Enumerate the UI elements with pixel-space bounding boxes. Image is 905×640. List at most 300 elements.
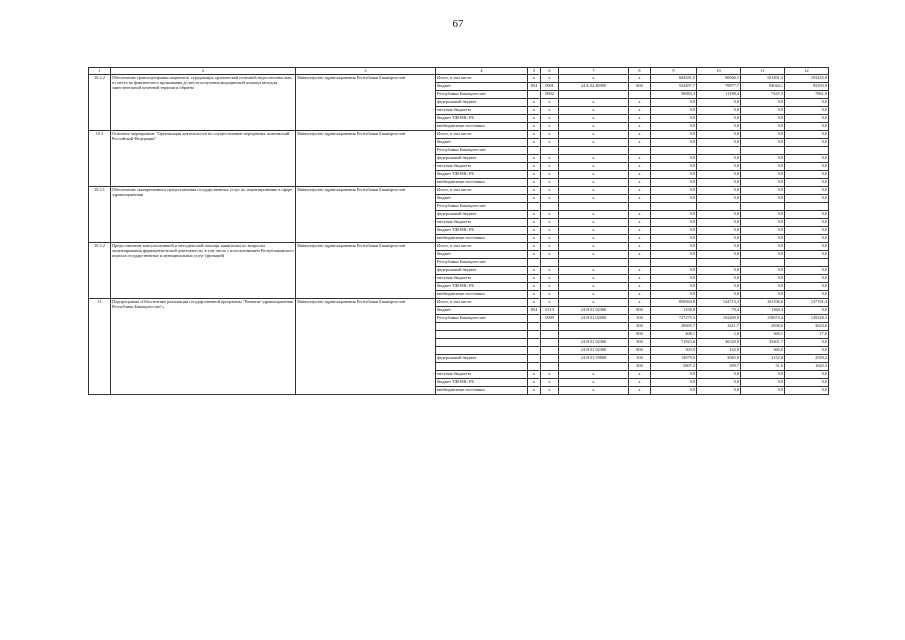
funding-source-cell: бюджет ТФОМС РБ <box>436 115 528 123</box>
code-gr-cell <box>528 363 541 371</box>
code-gr-cell: x <box>528 107 541 115</box>
code-rz-cell <box>541 323 559 331</box>
code-gr-cell: x <box>528 163 541 171</box>
column-number-row <box>89 68 829 75</box>
amount-year1-cell: 0,0 <box>697 219 741 227</box>
funding-source-cell: Итого, в том числе: <box>436 243 528 251</box>
code-gr-cell: 854 <box>528 307 541 315</box>
code-csr-cell: x <box>559 131 629 139</box>
code-rz-cell <box>541 331 559 339</box>
code-gr-cell <box>528 323 541 331</box>
code-rz-cell: x <box>541 283 559 291</box>
code-rz-cell <box>541 203 559 211</box>
amount-total-cell: 0,0 <box>651 123 697 131</box>
amount-year1-cell: 0,0 <box>697 379 741 387</box>
code-vr-cell: x <box>629 267 651 275</box>
amount-year1-cell: 143,9 <box>697 347 741 355</box>
item-name-cell: Предоставление консультативной и методической помощи заявителям по вопросам лицензирования фармацевтической деятельности, в том числе с использованием Республиканского портала государственных и муниципальных услуг (функций) <box>111 243 296 299</box>
code-gr-cell <box>528 347 541 355</box>
amount-year1-cell: 0,0 <box>697 371 741 379</box>
code-vr-cell: 300 <box>629 339 651 347</box>
code-gr-cell: x <box>528 187 541 195</box>
code-csr-cell: x <box>559 187 629 195</box>
amount-total-cell: 0,0 <box>651 275 697 283</box>
funding-source-cell: федеральный бюджет <box>436 99 528 107</box>
amount-year2-cell: 94044,1 <box>741 83 785 91</box>
amount-total-cell: 0,0 <box>651 171 697 179</box>
code-gr-cell: x <box>528 235 541 243</box>
amount-year2-cell: 369,1 <box>741 331 785 339</box>
code-csr-cell <box>559 91 629 99</box>
code-csr-cell: x <box>559 211 629 219</box>
amount-year2-cell: 2152,8 <box>741 355 785 363</box>
item-number-cell: 11 <box>89 299 111 395</box>
code-rz-cell <box>541 339 559 347</box>
amount-year1-cell: 0,0 <box>697 171 741 179</box>
amount-year1-cell: 0,0 <box>697 275 741 283</box>
amount-total-cell: 0,0 <box>651 131 697 139</box>
amount-year2-cell <box>741 203 785 211</box>
code-csr-cell: x <box>559 179 629 187</box>
amount-year1-cell: 0,0 <box>697 155 741 163</box>
code-csr-cell <box>559 331 629 339</box>
code-rz-cell: x <box>541 163 559 171</box>
funding-source-cell <box>436 363 528 371</box>
funding-source-cell: федеральный бюджет <box>436 211 528 219</box>
item-name-cell: Основное мероприятие "Организация деятельности по осуществлению переданных полномочий Российской Федерации" <box>111 131 296 187</box>
code-csr-cell: 24 Я 01.59800 <box>559 355 629 363</box>
amount-total-cell: 604581,0 <box>651 75 697 83</box>
amount-year3-cell: 2559,2 <box>785 355 829 363</box>
code-vr-cell: x <box>629 251 651 259</box>
page-number: 67 <box>452 18 464 30</box>
amount-year2-cell: 2838,6 <box>741 323 785 331</box>
amount-year1-cell: 0,0 <box>697 227 741 235</box>
amount-year1-cell: 90066,1 <box>697 75 741 83</box>
funding-source-cell <box>436 323 528 331</box>
amount-year3-cell: 3623,6 <box>785 323 829 331</box>
amount-year1-cell: 2,0 <box>697 331 741 339</box>
code-vr-cell: x <box>629 379 651 387</box>
amount-year3-cell: 0,0 <box>785 131 829 139</box>
amount-year3-cell: 103255,8 <box>785 75 829 83</box>
amount-year2-cell: 0,0 <box>741 275 785 283</box>
code-vr-cell: x <box>629 219 651 227</box>
amount-total-cell: 0,0 <box>651 243 697 251</box>
amount-year2-cell: 0,0 <box>741 195 785 203</box>
amount-year3-cell: 0,0 <box>785 339 829 347</box>
amount-year1-cell: 0,0 <box>697 163 741 171</box>
amount-year3-cell: 95393,9 <box>785 83 829 91</box>
code-csr-cell: x <box>559 243 629 251</box>
amount-year1-cell: 11188,4 <box>697 91 741 99</box>
code-csr-cell: x <box>559 235 629 243</box>
code-gr-cell: x <box>528 219 541 227</box>
code-vr-cell: x <box>629 179 651 187</box>
code-csr-cell <box>559 363 629 371</box>
amount-year3-cell: 17,0 <box>785 331 829 339</box>
column-number: 7 <box>559 68 629 75</box>
funding-source-cell: местные бюджеты <box>436 219 528 227</box>
amount-total-cell: 0,0 <box>651 235 697 243</box>
amount-year2-cell: 0,0 <box>741 187 785 195</box>
amount-year3-cell: 0,0 <box>785 235 829 243</box>
code-csr-cell: x <box>559 283 629 291</box>
amount-year2-cell: 0,0 <box>741 179 785 187</box>
amount-year1-cell: 0,0 <box>697 251 741 259</box>
code-csr-cell: x <box>559 267 629 275</box>
amount-year3-cell: 0,0 <box>785 227 829 235</box>
amount-total-cell: 0,0 <box>651 163 697 171</box>
code-vr-cell <box>629 259 651 267</box>
funding-source-cell: бюджет ТФОМС РБ <box>436 227 528 235</box>
code-gr-cell: x <box>528 371 541 379</box>
amount-year2-cell: 0,0 <box>741 387 785 395</box>
code-gr-cell <box>528 339 541 347</box>
amount-year2-cell: 161106,6 <box>741 299 785 307</box>
amount-year3-cell: 0,0 <box>785 387 829 395</box>
funding-source-cell: внебюджетные источники <box>436 387 528 395</box>
code-rz-cell: x <box>541 155 559 163</box>
code-rz-cell: x <box>541 371 559 379</box>
code-csr-cell: x <box>559 163 629 171</box>
amount-year2-cell: 7447,3 <box>741 91 785 99</box>
code-csr-cell: x <box>559 251 629 259</box>
code-vr-cell: x <box>629 387 651 395</box>
column-number: 11 <box>741 68 785 75</box>
code-rz-cell: x <box>541 107 559 115</box>
amount-year2-cell: 360,0 <box>741 347 785 355</box>
code-rz-cell: x <box>541 243 559 251</box>
amount-year1-cell: 0,0 <box>697 235 741 243</box>
amount-year2-cell: 0,0 <box>741 115 785 123</box>
amount-year3-cell: 0,0 <box>785 251 829 259</box>
amount-year2-cell: 0,0 <box>741 171 785 179</box>
amount-year3-cell: 7861,9 <box>785 91 829 99</box>
code-vr-cell: x <box>629 75 651 83</box>
code-vr-cell: x <box>629 171 651 179</box>
amount-year2-cell: 0,0 <box>741 379 785 387</box>
amount-year2-cell: 0,0 <box>741 155 785 163</box>
code-gr-cell: x <box>528 275 541 283</box>
funding-source-cell <box>436 331 528 339</box>
code-gr-cell: x <box>528 75 541 83</box>
amount-total-cell: 71923,6 <box>651 339 697 347</box>
code-vr-cell: 200 <box>629 323 651 331</box>
code-vr-cell: x <box>629 299 651 307</box>
amount-year3-cell: 0,0 <box>785 243 829 251</box>
amount-year3-cell: 0,0 <box>785 291 829 299</box>
amount-year3-cell: 0,0 <box>785 163 829 171</box>
amount-total-cell: 0,0 <box>651 139 697 147</box>
amount-year1-cell: 0,0 <box>697 291 741 299</box>
amount-total-cell: 0,0 <box>651 283 697 291</box>
amount-total-cell: 0,0 <box>651 179 697 187</box>
code-rz-cell: x <box>541 139 559 147</box>
code-csr-cell: x <box>559 115 629 123</box>
code-gr-cell <box>528 331 541 339</box>
amount-total-cell <box>651 259 697 267</box>
code-gr-cell: x <box>528 211 541 219</box>
amount-year1-cell: 144713,3 <box>697 299 741 307</box>
amount-year1-cell: 0,0 <box>697 107 741 115</box>
code-rz-cell: 0902 <box>541 91 559 99</box>
amount-year2-cell: 35401,7 <box>741 339 785 347</box>
amount-year1-cell: 78877,7 <box>697 83 741 91</box>
amount-year2-cell: 1360,4 <box>741 307 785 315</box>
amount-total-cell: 0,0 <box>651 267 697 275</box>
amount-total-cell: 0,0 <box>651 219 697 227</box>
code-vr-cell: x <box>629 275 651 283</box>
funding-source-cell: Республики Башкортостан <box>436 315 528 323</box>
funding-source-cell: бюджет <box>436 83 528 91</box>
amount-year3-cell: 0,0 <box>785 99 829 107</box>
amount-year3-cell: 0,0 <box>785 195 829 203</box>
executor-cell: Министерство здравоохранения Республики Башкортостан <box>296 243 436 299</box>
amount-year2-cell: 0,0 <box>741 243 785 251</box>
code-vr-cell: 800 <box>629 331 651 339</box>
code-vr-cell: x <box>629 283 651 291</box>
code-vr-cell: x <box>629 211 651 219</box>
amount-total-cell: 0,0 <box>651 99 697 107</box>
amount-year3-cell: 137191,4 <box>785 299 829 307</box>
code-csr-cell: 24 Я 01.02000 <box>559 315 629 323</box>
amount-year1-cell: 0,0 <box>697 387 741 395</box>
item-number-cell: 10.3 <box>89 131 111 187</box>
code-rz-cell <box>541 259 559 267</box>
code-csr-cell: x <box>559 123 629 131</box>
code-vr-cell: 800 <box>629 347 651 355</box>
amount-total-cell: 0,0 <box>651 227 697 235</box>
amount-year2-cell: 0,0 <box>741 123 785 131</box>
amount-year3-cell: 129328,3 <box>785 315 829 323</box>
funding-source-cell: Республики Башкортостан <box>436 259 528 267</box>
code-csr-cell: x <box>559 219 629 227</box>
amount-total-cell: 554497,7 <box>651 83 697 91</box>
funding-source-cell: местные бюджеты <box>436 275 528 283</box>
amount-total-cell: 50083,3 <box>651 91 697 99</box>
amount-year3-cell: 0,0 <box>785 123 829 131</box>
amount-year1-cell <box>697 147 741 155</box>
code-rz-cell: x <box>541 75 559 83</box>
code-rz-cell: x <box>541 227 559 235</box>
code-vr-cell: x <box>629 99 651 107</box>
code-rz-cell <box>541 363 559 371</box>
funding-source-cell: внебюджетные источники <box>436 235 528 243</box>
code-rz-cell: x <box>541 291 559 299</box>
amount-total-cell: 0,0 <box>651 371 697 379</box>
code-gr-cell: x <box>528 115 541 123</box>
amount-year2-cell: 0,0 <box>741 211 785 219</box>
funding-source-cell: внебюджетные источники <box>436 123 528 131</box>
amount-year1-cell: 0,0 <box>697 211 741 219</box>
amount-year1-cell: 3211,7 <box>697 323 741 331</box>
code-vr-cell: x <box>629 235 651 243</box>
item-name-cell: Обеспечение своевременного предоставления государственных услуг по лицензированию в сфере здравоохранения <box>111 187 296 243</box>
amount-year2-cell: 0,0 <box>741 371 785 379</box>
amount-year1-cell: 102269,9 <box>697 315 741 323</box>
funding-source-cell: местные бюджеты <box>436 163 528 171</box>
funding-source-cell: Итого, в том числе: <box>436 187 528 195</box>
amount-year2-cell: 0,0 <box>741 163 785 171</box>
column-number: 3 <box>296 68 436 75</box>
amount-year2-cell: 0,0 <box>741 235 785 243</box>
funding-source-cell: местные бюджеты <box>436 107 528 115</box>
code-vr-cell: x <box>629 115 651 123</box>
code-rz-cell: 0901 <box>541 83 559 91</box>
funding-source-cell: Итого, в том числе: <box>436 75 528 83</box>
table-row <box>89 187 829 195</box>
code-csr-cell: 24 Я 01.92380 <box>559 347 629 355</box>
amount-year3-cell: 0,0 <box>785 371 829 379</box>
code-vr-cell: 100 <box>629 315 651 323</box>
code-vr-cell: x <box>629 131 651 139</box>
amount-year1-cell: 0,0 <box>697 139 741 147</box>
amount-year1-cell: 0,0 <box>697 115 741 123</box>
item-name-cell: Подпрограмма «Обеспечение реализации государственной программы "Развитие здравоохранения Республики Башкортостан"» <box>111 299 296 395</box>
code-gr-cell <box>528 147 541 155</box>
funding-source-cell: Республики Башкортостан <box>436 147 528 155</box>
code-rz-cell: x <box>541 123 559 131</box>
funding-source-cell: федеральный бюджет <box>436 267 528 275</box>
amount-year3-cell: 0,0 <box>785 267 829 275</box>
code-rz-cell <box>541 355 559 363</box>
amount-year2-cell: 0,0 <box>741 251 785 259</box>
funding-source-cell: бюджет ТФОМС РБ <box>436 171 528 179</box>
amount-year3-cell: 0,0 <box>785 211 829 219</box>
amount-year2-cell: 118672,4 <box>741 315 785 323</box>
code-csr-cell: x <box>559 299 629 307</box>
funding-source-cell <box>436 339 528 347</box>
amount-year1-cell: 36520,9 <box>697 339 741 347</box>
funding-source-cell: местные бюджеты <box>436 371 528 379</box>
code-rz-cell: x <box>541 219 559 227</box>
code-csr-cell: x <box>559 171 629 179</box>
code-csr-cell: 24 Я 01.92360 <box>559 307 629 315</box>
funding-source-cell: внебюджетные источники <box>436 291 528 299</box>
code-rz-cell: x <box>541 211 559 219</box>
amount-year3-cell <box>785 259 829 267</box>
budget-table <box>88 67 829 395</box>
code-csr-cell: x <box>559 75 629 83</box>
amount-total-cell: 0,0 <box>651 187 697 195</box>
amount-year2-cell: 0,0 <box>741 227 785 235</box>
code-vr-cell <box>629 203 651 211</box>
code-gr-cell <box>528 91 541 99</box>
amount-total-cell: 0,0 <box>651 291 697 299</box>
code-rz-cell <box>541 147 559 155</box>
code-vr-cell: x <box>629 155 651 163</box>
amount-year1-cell: 0,0 <box>697 187 741 195</box>
amount-year2-cell: 0,0 <box>741 291 785 299</box>
code-vr-cell: x <box>629 243 651 251</box>
amount-year2-cell <box>741 147 785 155</box>
code-vr-cell: x <box>629 163 651 171</box>
funding-source-cell: бюджет ТФОМС РБ <box>436 379 528 387</box>
executor-cell: Министерство здравоохранения Республики Башкортостан <box>296 299 436 395</box>
table-body <box>89 68 829 395</box>
code-gr-cell: x <box>528 171 541 179</box>
code-vr-cell: x <box>629 227 651 235</box>
funding-source-cell <box>436 347 528 355</box>
code-csr-cell <box>559 203 629 211</box>
amount-year1-cell: 0,0 <box>697 99 741 107</box>
item-number-cell: 10.2.2 <box>89 75 111 131</box>
code-csr-cell: x <box>559 227 629 235</box>
amount-total-cell: 850964,8 <box>651 299 697 307</box>
code-rz-cell: x <box>541 187 559 195</box>
funding-source-cell: бюджет ТФОМС РБ <box>436 283 528 291</box>
code-rz-cell: x <box>541 379 559 387</box>
code-gr-cell: 854 <box>528 83 541 91</box>
code-vr-cell: x <box>629 195 651 203</box>
code-rz-cell: x <box>541 99 559 107</box>
code-rz-cell: x <box>541 267 559 275</box>
code-gr-cell: x <box>528 283 541 291</box>
amount-year2-cell <box>741 259 785 267</box>
amount-year1-cell <box>697 203 741 211</box>
code-csr-cell <box>559 259 629 267</box>
amount-year2-cell: 101491,4 <box>741 75 785 83</box>
amount-year1-cell: 0,0 <box>697 243 741 251</box>
code-gr-cell <box>528 355 541 363</box>
amount-year1-cell: 0,0 <box>697 131 741 139</box>
code-gr-cell <box>528 259 541 267</box>
code-csr-cell: x <box>559 387 629 395</box>
code-gr-cell: x <box>528 227 541 235</box>
code-vr-cell: x <box>629 123 651 131</box>
amount-year1-cell: 0,0 <box>697 179 741 187</box>
funding-source-cell: бюджет <box>436 195 528 203</box>
amount-year2-cell: 0,0 <box>741 219 785 227</box>
funding-source-cell: федеральный бюджет <box>436 155 528 163</box>
amount-year3-cell: 0,0 <box>785 115 829 123</box>
code-gr-cell <box>528 203 541 211</box>
amount-year3-cell: 0,0 <box>785 379 829 387</box>
item-number-cell: 10.3.1 <box>89 187 111 243</box>
amount-year3-cell: 0,0 <box>785 179 829 187</box>
funding-source-cell: внебюджетные источники <box>436 179 528 187</box>
amount-year2-cell: 0,0 <box>741 139 785 147</box>
amount-year1-cell: 0,0 <box>697 267 741 275</box>
code-csr-cell: x <box>559 195 629 203</box>
code-rz-cell: x <box>541 179 559 187</box>
funding-source-cell: Республики Башкортостан <box>436 91 528 99</box>
column-number: 10 <box>697 68 741 75</box>
code-gr-cell: x <box>528 99 541 107</box>
amount-year2-cell: 0,0 <box>741 267 785 275</box>
code-csr-cell: 24 Б 02.48990 <box>559 83 629 91</box>
amount-total-cell: 0,0 <box>651 107 697 115</box>
code-rz-cell <box>541 347 559 355</box>
amount-total-cell: 0,0 <box>651 195 697 203</box>
amount-year3-cell: 0,0 <box>785 307 829 315</box>
code-rz-cell: x <box>541 115 559 123</box>
code-vr-cell: 100 <box>629 355 651 363</box>
code-gr-cell: x <box>528 291 541 299</box>
table-row <box>89 299 829 307</box>
amount-year3-cell: 0,0 <box>785 107 829 115</box>
code-rz-cell: 0909 <box>541 315 559 323</box>
code-vr-cell: 200 <box>629 363 651 371</box>
executor-cell: Министерство здравоохранения Республики Башкортостан <box>296 75 436 131</box>
funding-source-cell: бюджет <box>436 139 528 147</box>
code-csr-cell: x <box>559 371 629 379</box>
code-gr-cell: x <box>528 155 541 163</box>
code-vr-cell: x <box>629 291 651 299</box>
code-rz-cell: 0113 <box>541 307 559 315</box>
amount-total-cell: 0,0 <box>651 115 697 123</box>
